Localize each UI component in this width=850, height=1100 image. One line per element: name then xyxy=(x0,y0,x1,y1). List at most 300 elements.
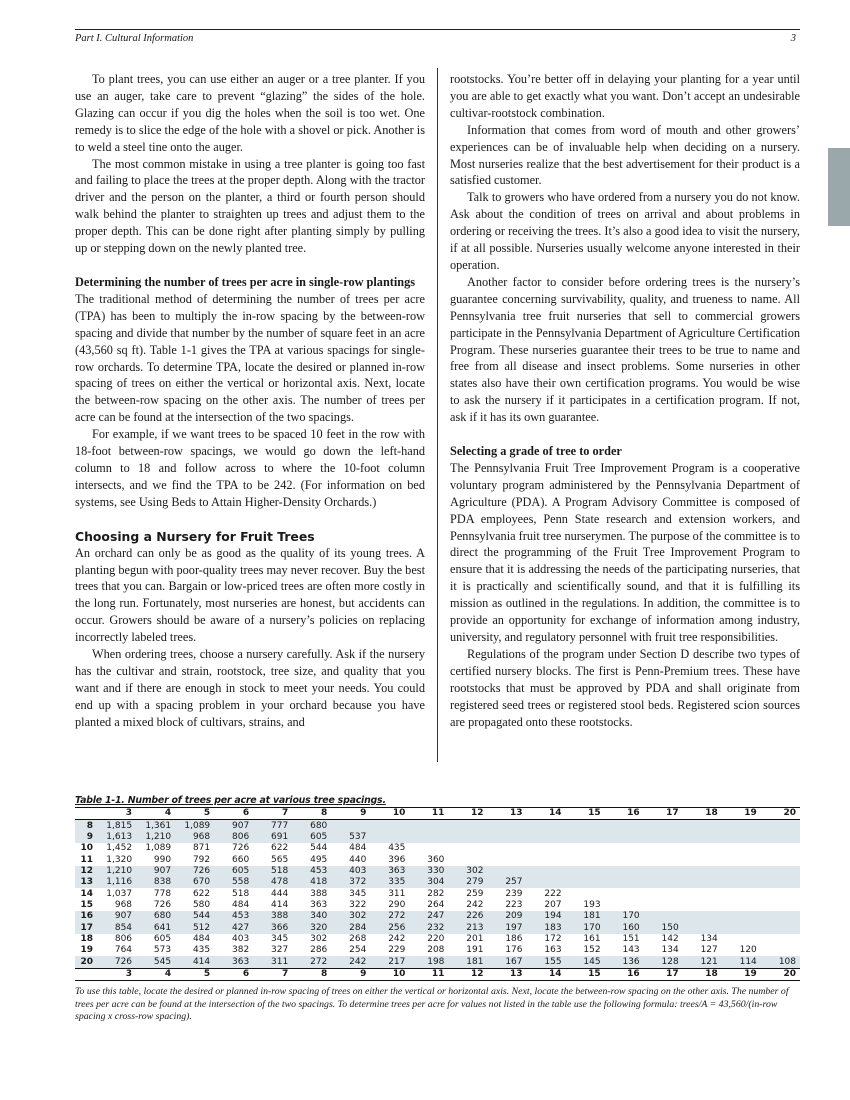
column-header: 8 xyxy=(292,808,331,820)
column-header: 7 xyxy=(253,968,292,980)
table-cell: 518 xyxy=(253,866,292,877)
paragraph: For example, if we want trees to be spaced 10 feet in the row with 18-foot between-row spacings, we would go down the left-hand column to 18 and follow across to where the 10-foot column intersects, and we find the TPA to be 242. (For information on bed systems, see Using Beds to Attain Higher-Density Orchards.) xyxy=(75,427,425,509)
table-cell: 186 xyxy=(505,933,523,944)
table-cell xyxy=(722,832,761,843)
table-cell: 726 xyxy=(175,866,214,877)
table-row xyxy=(75,922,800,933)
table-cell xyxy=(644,911,683,922)
table-cell: 478 xyxy=(253,877,292,888)
table-cell: 150 xyxy=(644,922,683,933)
table-cell xyxy=(448,820,487,832)
table-cell xyxy=(370,832,409,843)
column-header: 9 xyxy=(331,808,370,820)
table-cell xyxy=(761,945,800,956)
table-cell: 335 xyxy=(370,877,409,888)
table-cell xyxy=(761,866,800,877)
table-cell xyxy=(527,877,566,888)
column-header: 19 xyxy=(722,968,761,980)
table-cell xyxy=(683,854,722,865)
table-row xyxy=(75,820,800,832)
table-cell xyxy=(683,922,722,933)
table-cell: 372 xyxy=(331,877,370,888)
table-cell: 254 xyxy=(349,945,367,956)
table-cell: 134 xyxy=(661,945,679,956)
table-cell: 143 xyxy=(622,945,640,956)
table-cell: 223 xyxy=(505,899,523,910)
table-cell: 907 xyxy=(97,911,136,922)
table-cell: 136 xyxy=(605,956,644,968)
table-cell: 268 xyxy=(349,933,367,944)
table-cell xyxy=(761,843,800,854)
row-header: 17 xyxy=(75,922,97,933)
table-cell xyxy=(566,832,605,843)
table-cell: 242 xyxy=(331,956,370,968)
table-cell: 161 xyxy=(583,933,601,944)
paragraph: The Pennsylvania Fruit Tree Improvement Program is a cooperative voluntary program administered by the Pennsylvania Department of Agriculture (PDA). A Program Advisory Committee is composed of PDA employees, Penn State research and extension workers, and Pennsylvania fruit tree nurserymen. The purpose of the committee is to direct the programming of the Fruit Tree Improvement Program to ensure that it is addressing the needs of the participating nurseries, that it is practically and scientifically sound, and that it is fulfilling its mission as outlined in the regulations. In addition, the committee is to provide an opportunity for exchange of information among industry, university, and regulatory personnel with fruit tree responsibilities. xyxy=(450,460,800,644)
table-cell: 1,089 xyxy=(175,820,214,832)
table-cell xyxy=(722,911,761,922)
table-cell: 414 xyxy=(175,956,214,968)
table-cell: 968 xyxy=(175,832,214,843)
row-header: 12 xyxy=(75,866,97,877)
table-cell xyxy=(409,820,448,832)
table-cell xyxy=(605,866,644,877)
table-cell: 217 xyxy=(370,956,409,968)
table-cell: 152 xyxy=(583,945,601,956)
row-header: 13 xyxy=(75,877,97,888)
table-cell: 170 xyxy=(605,911,644,922)
table-cell: 907 xyxy=(136,866,175,877)
table-cell: 806 xyxy=(114,933,133,944)
table-cell: 1,089 xyxy=(145,843,172,854)
table-cell: 172 xyxy=(544,933,562,944)
table-cell: 495 xyxy=(310,854,328,865)
table-cell xyxy=(644,888,683,899)
table-cell: 181 xyxy=(448,956,487,968)
table-cell: 272 xyxy=(292,956,331,968)
table-cell: 207 xyxy=(544,899,562,910)
table-cell: 382 xyxy=(232,945,250,956)
table-cell: 220 xyxy=(427,933,445,944)
table-cell: 160 xyxy=(605,922,644,933)
table-cell xyxy=(644,832,683,843)
table-corner-cell xyxy=(75,968,97,980)
table-cell: 286 xyxy=(310,945,328,956)
table-cell: 360 xyxy=(427,854,445,865)
table-cell: 191 xyxy=(466,945,484,956)
row-header: 20 xyxy=(75,956,97,968)
column-header: 15 xyxy=(566,808,605,820)
table-cell: 1,815 xyxy=(97,820,136,832)
table-cell xyxy=(527,866,566,877)
row-header: 9 xyxy=(75,832,97,843)
section-heading: Choosing a Nursery for Fruit Trees xyxy=(75,528,315,544)
table-cell: 990 xyxy=(153,854,172,865)
table-cell xyxy=(487,866,526,877)
column-header: 16 xyxy=(605,968,644,980)
table-row xyxy=(75,888,800,899)
table-cell xyxy=(761,820,800,832)
table-cell: 512 xyxy=(175,922,214,933)
left-column xyxy=(75,71,425,731)
table-cell xyxy=(331,820,370,832)
table-cell: 792 xyxy=(192,854,211,865)
table-cell: 311 xyxy=(388,888,406,899)
table-cell xyxy=(722,922,761,933)
table-cell xyxy=(683,888,722,899)
column-header: 14 xyxy=(527,808,566,820)
table-cell: 403 xyxy=(331,866,370,877)
table-cell: 170 xyxy=(566,922,605,933)
table-cell: 284 xyxy=(331,922,370,933)
table-cell: 142 xyxy=(661,933,679,944)
table-section xyxy=(75,795,800,1024)
table-cell: 1,116 xyxy=(97,877,136,888)
column-header: 11 xyxy=(409,968,448,980)
table-cell xyxy=(683,911,722,922)
table-cell: 247 xyxy=(409,911,448,922)
column-header: 5 xyxy=(175,808,214,820)
row-header: 11 xyxy=(80,854,93,865)
table-cell: 302 xyxy=(331,911,370,922)
table-cell: 193 xyxy=(583,899,601,910)
table-cell: 366 xyxy=(253,922,292,933)
table-cell: 363 xyxy=(310,899,328,910)
table-cell xyxy=(409,832,448,843)
table-cell: 121 xyxy=(683,956,722,968)
column-header: 20 xyxy=(761,968,800,980)
table-cell xyxy=(761,922,800,933)
table-cell xyxy=(487,843,526,854)
table-cell: 680 xyxy=(136,911,175,922)
table-cell: 1,320 xyxy=(106,854,133,865)
table-cell: 396 xyxy=(388,854,406,865)
table-corner-cell xyxy=(75,808,97,820)
table-cell: 127 xyxy=(700,945,718,956)
table-cell: 340 xyxy=(292,911,331,922)
table-cell: 605 xyxy=(214,866,253,877)
table-cell: 440 xyxy=(349,854,367,865)
table-cell: 322 xyxy=(349,899,367,910)
table-cell xyxy=(605,820,644,832)
table-cell: 242 xyxy=(466,899,484,910)
column-header: 10 xyxy=(370,968,409,980)
section-thumb-tab xyxy=(828,148,850,226)
right-column xyxy=(450,71,800,730)
table-cell: 403 xyxy=(232,933,250,944)
column-header: 12 xyxy=(448,808,487,820)
column-header: 17 xyxy=(644,808,683,820)
table-cell xyxy=(761,911,800,922)
column-header: 15 xyxy=(566,968,605,980)
table-cell: 222 xyxy=(544,888,562,899)
column-header: 7 xyxy=(253,808,292,820)
paragraph: Talk to growers who have ordered from a nursery you do not know. Ask about the condition of trees on arrival and about problems in ordering or receiving the trees. It’s also a good idea to visit the nursery, if at all possible. Nurseries usually welcome anyone interested in their operation. xyxy=(450,190,800,272)
table-cell: 388 xyxy=(310,888,328,899)
table-row xyxy=(75,832,800,843)
table-cell: 545 xyxy=(136,956,175,968)
table-cell: 435 xyxy=(388,843,406,854)
table-cell: 128 xyxy=(644,956,683,968)
table-cell xyxy=(605,888,644,899)
table-cell: 302 xyxy=(448,866,487,877)
table-cell: 330 xyxy=(409,866,448,877)
table-cell: 544 xyxy=(175,911,214,922)
table-row xyxy=(75,877,800,888)
column-header: 14 xyxy=(527,968,566,980)
table-cell: 181 xyxy=(566,911,605,922)
table-cell: 114 xyxy=(722,956,761,968)
running-header xyxy=(75,29,800,49)
table-row xyxy=(75,911,800,922)
column-header: 8 xyxy=(292,968,331,980)
table-row xyxy=(75,934,800,945)
table-footer-row xyxy=(75,968,800,980)
table-cell xyxy=(370,820,409,832)
table-cell: 183 xyxy=(527,922,566,933)
paragraph: Information that comes from word of mouth and other growers’ experiences can be of invaluable help when deciding on a nursery. Most nurseries realize that the best advertisement for their product is a satisfied customer. xyxy=(450,122,800,188)
table-cell xyxy=(722,820,761,832)
table-cell: 605 xyxy=(292,832,331,843)
table-cell xyxy=(722,888,761,899)
paragraph: Regulations of the program under Section D describe two types of certified nursery blocks. The first is Penn-Premium trees. These have rootstocks that must be approved by PDA and shall originate from registered seed trees or registered stool beds. Registered scion sources are propagated onto these rootstocks. xyxy=(450,646,800,729)
table-cell xyxy=(644,820,683,832)
table-cell: 484 xyxy=(232,899,250,910)
table-cell: 622 xyxy=(271,843,289,854)
table-cell: 345 xyxy=(349,888,367,899)
table-cell: 242 xyxy=(388,933,406,944)
table-cell: 670 xyxy=(175,877,214,888)
table-cell xyxy=(683,866,722,877)
table-row xyxy=(75,956,800,968)
table-cell: 1,210 xyxy=(97,866,136,877)
table-cell: 605 xyxy=(153,933,172,944)
table-cell: 414 xyxy=(271,899,289,910)
table-cell xyxy=(722,900,761,911)
paragraph: The most common mistake in using a tree planter is going too fast and failing to place the trees at the proper depth. Along with the tractor driver and the person on the planter, a third or fourth person should walk behind the planter to straighten up trees and adjust them to the proper depth. This can be done right after planting simply by pulling up or stepping down on the newly planted tree. xyxy=(75,156,425,256)
table-row xyxy=(75,900,800,911)
table-cell xyxy=(566,843,605,854)
table-cell xyxy=(487,854,526,865)
table-row xyxy=(75,945,800,956)
table-cell: 363 xyxy=(370,866,409,877)
table-cell: 726 xyxy=(153,899,172,910)
table-cell xyxy=(722,877,761,888)
section-title: Part I. Cultural Information xyxy=(75,33,194,44)
table-cell: 282 xyxy=(427,888,445,899)
column-header: 4 xyxy=(136,808,175,820)
table-cell xyxy=(683,877,722,888)
table-cell xyxy=(683,900,722,911)
column-header: 9 xyxy=(331,968,370,980)
table-cell: 311 xyxy=(253,956,292,968)
table-cell: 660 xyxy=(232,854,250,865)
table-cell: 537 xyxy=(331,832,370,843)
table-cell xyxy=(605,843,644,854)
column-header: 5 xyxy=(175,968,214,980)
trees-per-acre-table xyxy=(75,807,800,981)
table-row xyxy=(75,843,800,854)
table-cell: 134 xyxy=(700,933,718,944)
table-cell: 120 xyxy=(739,945,757,956)
column-header: 6 xyxy=(214,968,253,980)
table-cell xyxy=(644,877,683,888)
table-cell xyxy=(605,854,644,865)
table-cell: 435 xyxy=(192,945,211,956)
table-cell: 264 xyxy=(427,899,445,910)
column-divider xyxy=(437,68,438,762)
table-cell: 444 xyxy=(271,888,289,899)
table-cell: 871 xyxy=(192,843,211,854)
table-cell: 209 xyxy=(487,911,526,922)
table-cell xyxy=(761,832,800,843)
table-cell xyxy=(487,820,526,832)
paragraph: When ordering trees, choose a nursery carefully. Ask if the nursery has the cultivar and strain, rootstock, tree size, and quality that you want and if there are enough in stock to meet your needs. You could end up with a spacing problem in your orchard because you have planted a mixed block of cultivars, strains, and xyxy=(75,647,425,729)
column-header: 13 xyxy=(487,808,526,820)
table-cell: 680 xyxy=(292,820,331,832)
row-header: 18 xyxy=(80,933,93,944)
table-cell xyxy=(527,832,566,843)
paragraph: The traditional method of determining the number of trees per acre (TPA) has been to multiply the in-row spacing by the between-row spacing and divide that number by the number of square feet in an acre (43,560 sq ft). Table 1-1 gives the TPA at various spacings for single-row orchards. To determine TPA, locate the desired or planned in-row spacing of trees on either the vertical or horizontal axis. Next, locate the between-row spacing on the other axis. The number of trees per acre can be found at the intersection of the two spacings. xyxy=(75,291,425,425)
table-cell xyxy=(722,843,761,854)
table-caption: Table 1-1. Number of trees per acre at various tree spacings. xyxy=(75,795,386,806)
table-cell: 208 xyxy=(427,945,445,956)
table-cell: 726 xyxy=(232,843,250,854)
table-cell: 622 xyxy=(192,888,211,899)
table-cell: 453 xyxy=(292,866,331,877)
table-cell: 484 xyxy=(192,933,211,944)
column-header: 13 xyxy=(487,968,526,980)
table-cell: 907 xyxy=(214,820,253,832)
table-cell: 418 xyxy=(292,877,331,888)
table-cell: 167 xyxy=(487,956,526,968)
table-cell: 1,613 xyxy=(97,832,136,843)
page-number: 3 xyxy=(790,33,796,44)
table-cell: 806 xyxy=(214,832,253,843)
table-cell xyxy=(683,843,722,854)
row-header: 14 xyxy=(80,888,93,899)
table-cell: 151 xyxy=(622,933,640,944)
table-cell xyxy=(761,888,800,899)
column-header: 6 xyxy=(214,808,253,820)
column-header: 3 xyxy=(97,808,136,820)
table-cell xyxy=(761,877,800,888)
column-header: 4 xyxy=(136,968,175,980)
table-cell xyxy=(722,854,761,865)
table-cell: 259 xyxy=(466,888,484,899)
section-heading: Selecting a grade of tree to order xyxy=(450,444,622,459)
table-cell xyxy=(527,820,566,832)
table-cell: 484 xyxy=(349,843,367,854)
table-note: To use this table, locate the desired or planned in-row spacing of trees on either the vertical or horizontal axis. Next, locate the between-row spacing on the other axis. The number of trees per acre can be found at the intersection of the two spacings. To determine trees per acre for values not listed in the table use the following formula: trees/A = 43,560/(in-row spacing x cross-row spacing). xyxy=(75,986,789,1023)
table-cell: 726 xyxy=(97,956,136,968)
table-cell xyxy=(683,832,722,843)
table-cell xyxy=(761,934,800,945)
table-cell xyxy=(487,832,526,843)
table-cell: 108 xyxy=(761,956,800,968)
table-cell xyxy=(761,900,800,911)
table-cell: 257 xyxy=(487,877,526,888)
column-header: 20 xyxy=(761,808,800,820)
table-cell xyxy=(761,854,800,865)
table-cell: 198 xyxy=(409,956,448,968)
table-cell: 163 xyxy=(544,945,562,956)
table-row xyxy=(75,854,800,865)
table-cell: 320 xyxy=(292,922,331,933)
table-cell: 838 xyxy=(136,877,175,888)
table-cell xyxy=(448,832,487,843)
table-cell: 1,037 xyxy=(106,888,133,899)
column-header: 3 xyxy=(97,968,136,980)
paragraph: rootstocks. You’re better off in delaying your planting for a year until you are able to get exactly what you want. Don’t accept an undesirable cultivar-rootstock combination. xyxy=(450,72,800,120)
column-header: 12 xyxy=(448,968,487,980)
row-header: 16 xyxy=(75,911,97,922)
table-cell xyxy=(527,854,566,865)
table-cell: 453 xyxy=(214,911,253,922)
table-cell xyxy=(683,820,722,832)
table-cell: 388 xyxy=(253,911,292,922)
table-cell: 764 xyxy=(114,945,133,956)
table-cell: 778 xyxy=(153,888,172,899)
table-cell: 854 xyxy=(97,922,136,933)
table-cell xyxy=(527,843,566,854)
table-cell: 272 xyxy=(370,911,409,922)
table-header-row xyxy=(75,808,800,820)
table-cell: 302 xyxy=(310,933,328,944)
table-cell: 229 xyxy=(388,945,406,956)
table-cell: 427 xyxy=(214,922,253,933)
table-cell: 213 xyxy=(448,922,487,933)
table-cell xyxy=(605,877,644,888)
table-cell: 239 xyxy=(505,888,523,899)
table-cell: 777 xyxy=(253,820,292,832)
table-cell: 691 xyxy=(253,832,292,843)
table-cell: 145 xyxy=(566,956,605,968)
table-cell: 201 xyxy=(466,933,484,944)
table-cell xyxy=(566,888,605,899)
table-cell: 304 xyxy=(409,877,448,888)
table-cell: 279 xyxy=(448,877,487,888)
table-cell xyxy=(722,934,761,945)
table-cell xyxy=(644,854,683,865)
table-cell: 256 xyxy=(370,922,409,933)
column-header: 18 xyxy=(683,968,722,980)
table-cell: 197 xyxy=(487,922,526,933)
table-cell: 226 xyxy=(448,911,487,922)
section-heading: Determining the number of trees per acre in single-row plantings xyxy=(75,274,416,289)
table-cell: 155 xyxy=(527,956,566,968)
table-cell xyxy=(722,866,761,877)
table-cell: 573 xyxy=(153,945,172,956)
table-cell xyxy=(409,843,448,854)
table-cell: 1,210 xyxy=(136,832,175,843)
row-header: 19 xyxy=(80,945,93,956)
table-cell xyxy=(448,854,487,865)
table-cell xyxy=(644,900,683,911)
row-header: 10 xyxy=(80,843,93,854)
column-header: 18 xyxy=(683,808,722,820)
table-cell xyxy=(605,832,644,843)
column-header: 17 xyxy=(644,968,683,980)
column-header: 11 xyxy=(409,808,448,820)
table-cell: 1,452 xyxy=(106,843,133,854)
table-cell: 641 xyxy=(136,922,175,933)
paragraph: Another factor to consider before ordering trees is the nursery’s guarantee concerning survivability, quality, and trueness to name. All Pennsylvania tree fruit nurseries that sell to commercial growers participate in the Pennsylvania Department of Agriculture Certification Program. These nurseries guarantee their trees to be true to name and free from all disease and insect problems. Some nurseries in other states also have their own certification programs. You would be wise to ask the nursery if it participates in a certification program. If not, ask if it has its own guarantee. xyxy=(450,274,801,425)
table-cell xyxy=(448,843,487,854)
table-cell: 327 xyxy=(271,945,289,956)
column-header: 19 xyxy=(722,808,761,820)
table-cell: 544 xyxy=(310,843,328,854)
